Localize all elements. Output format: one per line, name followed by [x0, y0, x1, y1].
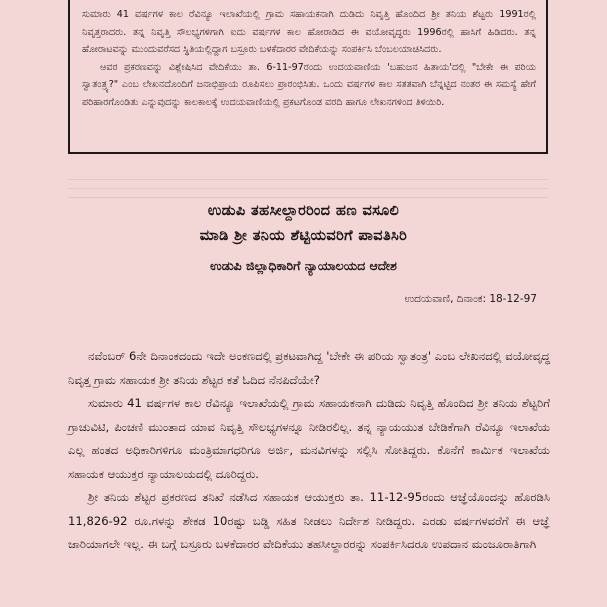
bleed-through-text [68, 172, 548, 198]
intro-box [68, 0, 548, 154]
dateline: ಉದಯವಾಣಿ, ದಿನಾಂಕ: 18-12-97 [404, 293, 537, 305]
article-body [68, 345, 550, 557]
article-paragraph-1: ನವೆಂಬರ್ 6ನೇ ದಿನಾಂಕದಂದು ಇದೇ ಅಂಕಣದಲ್ಲಿ ಪ್ರಕಟವಾಗಿದ್ದ 'ಬೇಕೇ ಈ ಪರಿಯ ಸ್ವಾತಂತ್ರ' ಎಂಬ ಲೇಖನದಲ್ಲಿ ವಯೋವೃದ್ಧ ನಿವೃತ್ತ ಗ್ರಾಮ ಸಹಾಯಕ ಶ್ರೀ ತನಿಯ ಶೆಟ್ಟರ ಕತೆ ಓದಿದ ನೆನಪಿದೆಯೇ? [68, 349, 550, 387]
subheadline: ಉಡುಪಿ ಜಿಲ್ಲಾಧಿಕಾರಿಗೆ ನ್ಯಾಯಾಲಯದ ಆದೇಶ [210, 258, 397, 273]
headline-line-2: ಮಾಡಿ ಶ್ರೀ ತನಿಯ ಶೆಟ್ಟಿಯವರಿಗೆ ಪಾವತಿಸಿರಿ [199, 228, 408, 244]
intro-paragraph-1: ಸುಮಾರು 41 ವರ್ಷಗಳ ಕಾಲ ರೆವಿನ್ಯೂ ಇಲಾಖೆಯಲ್ಲಿ ಗ್ರಾಮ ಸಹಾಯಕನಾಗಿ ದುಡಿದು ನಿವೃತ್ತಿ ಹೊಂದಿದ ಶ್ರೀ ತನಿಯ ಶೆಟ್ಟರು 1991ರಲ್ಲಿ ನಿವೃತ್ತರಾದರು. ತನ್ನ ನಿವೃತ್ತಿ ಸೌಲಭ್ಯಗಳಿಗಾಗಿ ಐದು ವರ್ಷಗಳ ಕಾಲ ಹೋರಾಡಿದ ಈ ವಯೋವೃದ್ಧರು 1996ರಲ್ಲಿ ಹಾಸಿಗೆ ಹಿಡಿದರು. ತನ್ನ ಹೋರಾಟವನ್ನು ಮುಂದುವರೆಸದ ಸ್ಥಿತಿಯಲ್ಲಿದ್ದಾಗ ಬಸ್ರೂರು ಬಳಕೆದಾರರ ವೇದಿಕೆಯನ್ನು ಸಂಪರ್ಕಿಸಿ ಬೆಂಬಲಯಾಚಿಸಿದರು. [82, 9, 536, 55]
headline-line-1: ಉಡುಪಿ ತಹಸೀಲ್ದಾರರಿಂದ ಹಣ ವಸೂಲಿ [207, 203, 400, 219]
article-paragraph-2: ಸುಮಾರು 41 ವರ್ಷಗಳ ಕಾಲ ರೆವಿನ್ಯೂ ಇಲಾಖೆಯಲ್ಲಿ ಗ್ರಾಮ ಸಹಾಯಕನಾಗಿ ದುಡಿದು ನಿವೃತ್ತಿ ಹೊಂದಿದ ಶ್ರೀ ತನಿಯ ಶೆಟ್ಟರಿಗೆ ಗ್ರಾಚುವಿಟಿ, ಪಿಂಚಣಿ ಮುಂತಾದ ಯಾವ ನಿವೃತ್ತಿ ಸೌಲಭ್ಯಗಳನ್ನೂ ನೀಡಿರಲಿಲ್ಲ. ತನ್ನ ನ್ಯಾಯಯುತ ಬೇಡಿಕೆಗಾಗಿ ರೆವಿನ್ಯೂ ಇಲಾಖೆಯ ಎಲ್ಲ ಹಂತದ ಅಧಿಕಾರಿಗಳಿಗೂ ಮಂತ್ರಿಮಾಗಧರಿಗೂ ಅರ್ಜಿ, ಮನವಿಗಳನ್ನು ಸಲ್ಲಿಸಿ ಸೋತಿದ್ದರು. ಕೊನೆಗೆ ಕಾರ್ಮಿಕ ಇಲಾಖೆಯ ಸಹಾಯಕ ಆಯುಕ್ತರ ನ್ಯಾಯಾಲಯದಲ್ಲಿ ದೂರಿದ್ದರು. [68, 396, 550, 481]
intro-paragraph-2: ಆವರ ಪ್ರಕರಣವನ್ನು ವಿಶ್ಲೇಷಿಸಿದ ವೇದಿಕೆಯು ತಾ. 6-11-97ರಂದು ಉದಯವಾಣಿಯ 'ಬಹುಜನ ಹಿತಾಯ'ದಲ್ಲಿ "ಬೇಕೇ ಈ ಪರಿಯ ಸ್ವಾತಂತ್ರ್ಯ?" ಎಂಬ ಲೇಖನದೊಂದಿಗೆ ಜನಾಭಿಪ್ರಾಯ ರೂಪಿಸಲು ಪ್ರಾರಂಭಿಸಿತು. ಒಂದು ವರ್ಷಗಳ ಕಾಲ ಸತತವಾಗಿ ಬೆನ್ನಟ್ಟಿದ ನಂತರ ಈ ಸಮಸ್ಯೆ ಹೇಗೆ ಪರಿಹಾರಗೊಂಡಿತು ಎನ್ನುವುದನ್ನು ಕಾಲಕಾಲಕ್ಕೆ ಉದಯವಾಣಿಯಲ್ಲಿ ಪ್ರಕಟಗೊಂಡ ವರದಿ ಹಾಗೂ ಲೇಖನಗಳಿಂದ ತಿಳಿಯಿರಿ. [82, 61, 536, 108]
article-paragraph-3: ಶ್ರೀ ತನಿಯ ಶೆಟ್ಟರ ಪ್ರಕರಣದ ತನಿಖೆ ನಡೆಸಿದ ಸಹಾಯಕ ಆಯುಕ್ತರು ತಾ. 11-12-95ರಂದು ಆಜ್ಞೆಯೊಂದನ್ನು ಹೊರಡಿಸಿ 11,826-92 ರೂ.ಗಳನ್ನು ಶೇಕಡ 10ರಷ್ಟು ಬಡ್ಡಿ ಸಹಿತ ನೀಡಲು ನಿರ್ದೇಶ ನೀಡಿದ್ದರು. ಎರಡು ವರ್ಷಗಳವರೆಗೆ ಈ ಆಜ್ಞೆ ಜಾರಿಯಾಗಲೇ ಇಲ್ಲ. ಈ ಬಗ್ಗೆ ಬಸ್ರೂರು ಬಳಕೆದಾರರ ವೇದಿಕೆಯು ತಹಸೀಲ್ದಾರರನ್ನು ಸಂಪರ್ಕಿಸಿದರೂ ಉಪದಾನ ಮಂಜೂರಾತಿಗಾಗಿ [68, 490, 550, 551]
